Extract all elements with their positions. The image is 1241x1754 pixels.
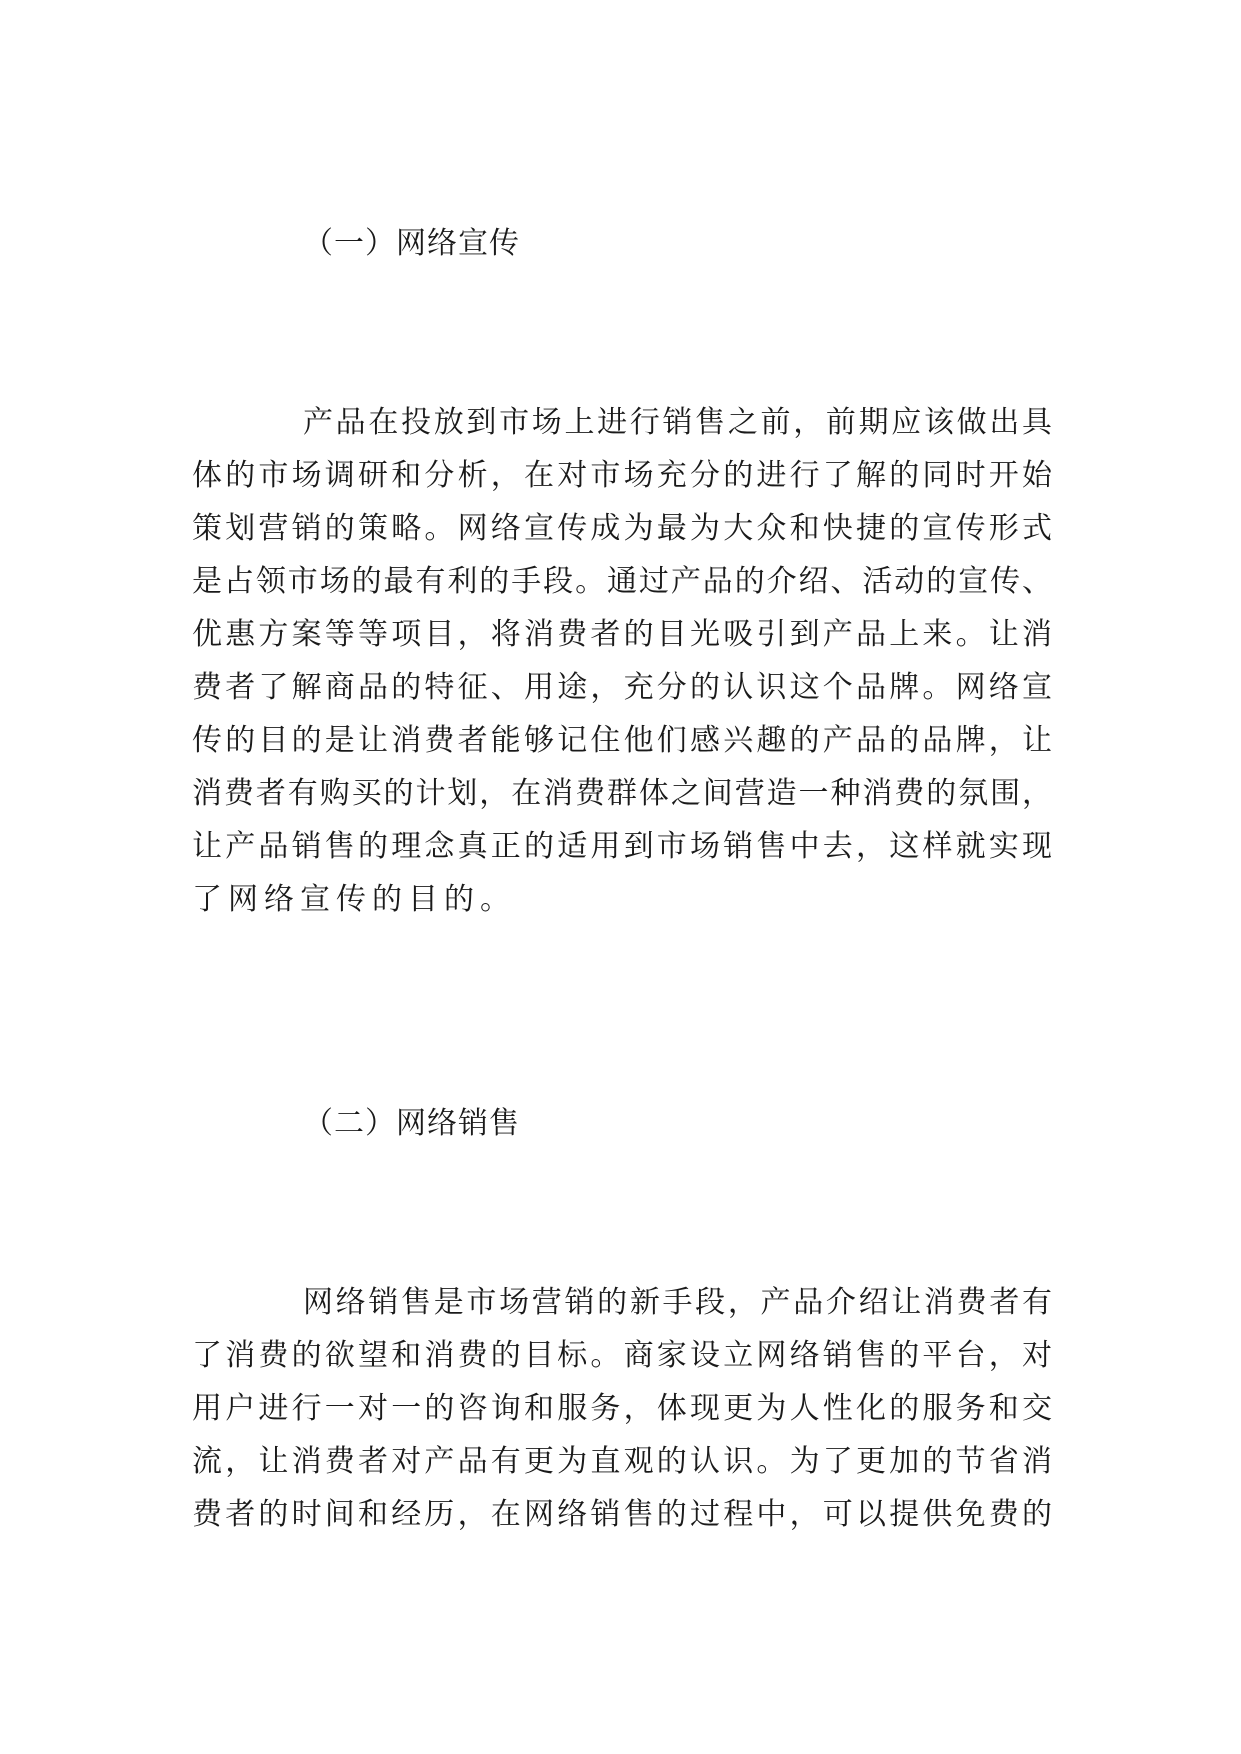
paragraph-line: 策划营销的策略。网络宣传成为最为大众和快捷的宣传形式 xyxy=(192,511,1052,546)
paragraph-line: 流，让消费者对产品有更为直观的认识。为了更加的节省消 xyxy=(192,1444,1052,1479)
paragraph-line: 用户进行一对一的咨询和服务，体现更为人性化的服务和交 xyxy=(192,1391,1052,1426)
paragraph-line: 费者了解商品的特征、用途，充分的认识这个品牌。网络宣 xyxy=(192,670,1052,705)
paragraph-line: 网络销售是市场营销的新手段，产品介绍让消费者有 xyxy=(303,1285,1052,1320)
paragraph-line: 了消费的欲望和消费的目标。商家设立网络销售的平台，对 xyxy=(192,1338,1052,1373)
paragraph-line: 体的市场调研和分析，在对市场充分的进行了解的同时开始 xyxy=(192,458,1052,493)
paragraph-line: 是占领市场的最有利的手段。通过产品的介绍、活动的宣传、 xyxy=(192,564,1052,599)
paragraph-line: 优惠方案等等项目，将消费者的目光吸引到产品上来。让消 xyxy=(192,617,1052,652)
section-heading-online-promotion: （一）网络宣传 xyxy=(303,226,520,261)
paragraph-line: 传的目的是让消费者能够记住他们感兴趣的产品的品牌，让 xyxy=(192,723,1052,758)
paragraph-line: 消费者有购买的计划，在消费群体之间营造一种消费的氛围， xyxy=(192,776,1052,811)
paragraph-line: 了网络宣传的目的。 xyxy=(192,882,516,917)
paragraph-line: 让产品销售的理念真正的适用到市场销售中去，这样就实现 xyxy=(192,829,1052,864)
paragraph-line: 产品在投放到市场上进行销售之前，前期应该做出具 xyxy=(303,405,1052,440)
section-heading-online-sales: （二）网络销售 xyxy=(303,1106,520,1141)
paragraph-line: 费者的时间和经历，在网络销售的过程中，可以提供免费的 xyxy=(192,1497,1052,1532)
